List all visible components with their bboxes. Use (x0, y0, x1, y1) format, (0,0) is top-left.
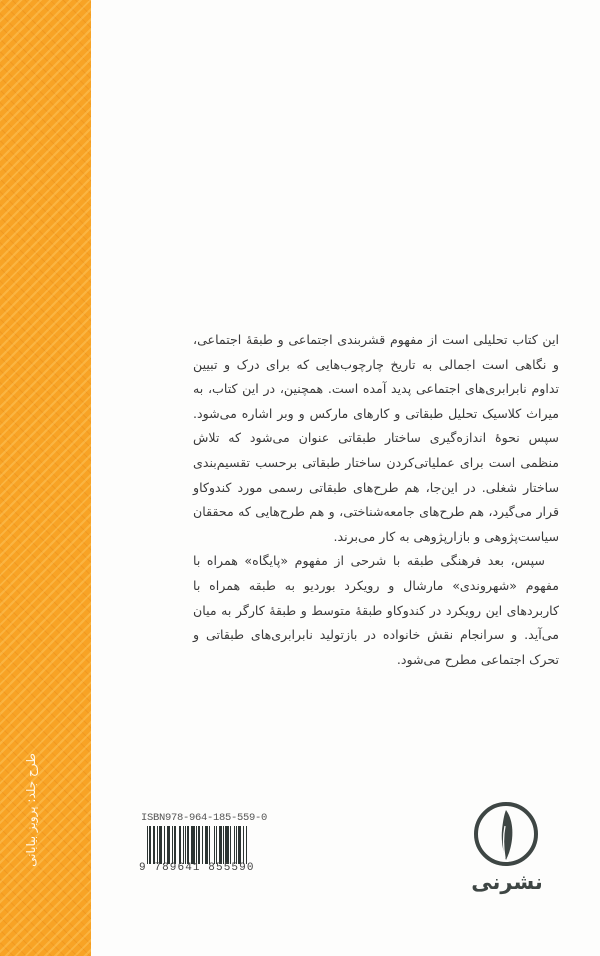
blurb-paragraph-1: این کتاب تحلیلی است از مفهوم قشربندی اجتماعی و طبقهٔ اجتماعی، و نگاهی است اجمالی به تاریخ چارچوب‌هایی که برای درک و تبیین تداوم نابرابری‌های اجتماعی پدید آمده است. همچنین، در این کتاب، به میراث کلاسیک تحلیل طبقاتی و کارهای مارکس و وبر اشاره می‌شود. سپس نحوهٔ اندازه‌گیری ساختار طبقاتی عنوان می‌شود که تلاش منظمی است برای عملیاتی‌کردن ساختار طبقاتی برحسب تقسیم‌بندی ساختار شغلی. در این‌جا، هم طرح‌های طبقاتی رسمی مورد کندوکاو قرار می‌گیرد، هم طرح‌های جامعه‌شناختی، و هم طرح‌هایی که محققان سیاست‌پژوهی و بازارپژوهی به کار می‌برند. (193, 332, 559, 544)
barcode-bars (147, 826, 247, 864)
leaf-in-circle-icon (468, 796, 544, 872)
blurb-paragraph-2: سپس، بعد فرهنگی طبقه با شرحی از مفهوم «پایگاه» همراه با مفهوم «شهروندی» مارشال و رویکرد بوردیو به طبقه همراه با کاربردهای این رویکرد در کندوکاو طبقهٔ متوسط و طبقهٔ کارگر به میان می‌آید. و سرانجام نقش خانواده در بازتولید نابرابری‌های طبقاتی و تحرک اجتماعی مطرح می‌شود. (193, 553, 559, 667)
publisher-logo (468, 796, 552, 906)
isbn-label: ISBN978-964-185-559-0 (141, 812, 268, 824)
cover-design-credit: طرح جلد: پرویز بیابانی (24, 753, 38, 867)
ean-digits: 9 789641 855590 (139, 862, 255, 874)
orange-spine-strip (0, 0, 91, 956)
back-cover-blurb (193, 328, 559, 672)
publisher-name: نشرنی (471, 870, 543, 894)
isbn-barcode (139, 812, 268, 874)
barcode-bar (246, 826, 247, 864)
